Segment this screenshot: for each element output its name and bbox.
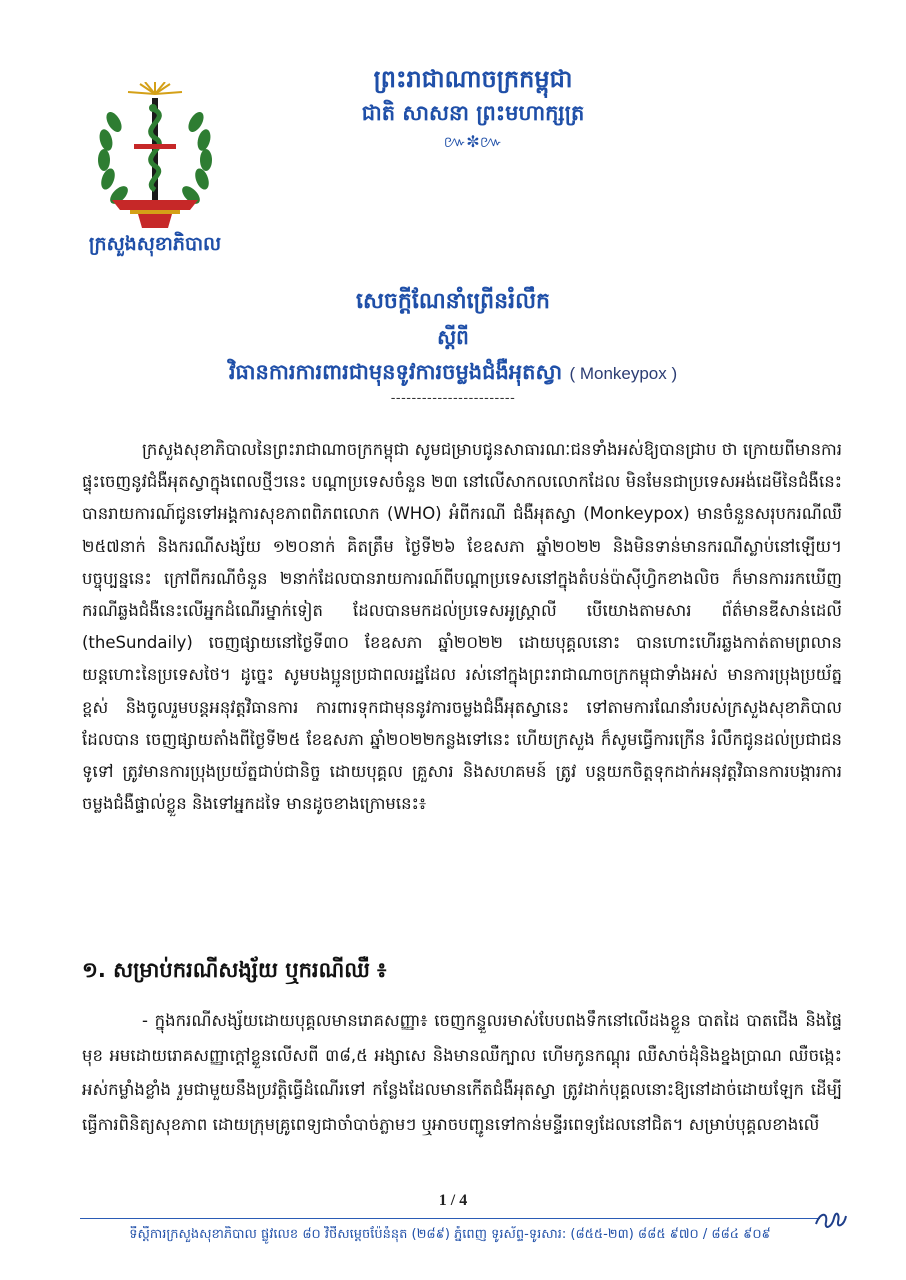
body-paragraph-1 (82, 434, 842, 820)
document-subject-latin: ( Monkeypox ) (569, 364, 678, 383)
national-motto: ជាតិ សាសនា ព្រះមហាក្សត្រ (361, 101, 585, 125)
section-heading: ១. សម្រាប់ករណីសង្ស័យ ឬករណីឈឺ ៖ (82, 958, 387, 982)
document-title-block (60, 284, 846, 406)
document-title: សេចក្តីណែនាំព្រើនរំលឹក (355, 289, 550, 314)
footer-address: ទីស្តីការក្រសួងសុខាភិបាល ផ្លូវលេខ ៨០ វិថីសម្តេចប៉ែនំនុត (២៨៩) ភ្នំពេញ ទូរស័ព្ទ-ទូរសារ: (៨៥៥-២៣) ៨៨៥ ៩៧០ / ៨៨៤ ៩០៩ (129, 1227, 771, 1242)
kingdom-header (300, 62, 646, 152)
title-separator: ------------------------ (390, 391, 516, 406)
footer-divider (80, 1218, 820, 1219)
paragraph-text: ក្រសួងសុខាភិបាលនៃព្រះរាជាណាចក្រកម្ពុជា សូមជម្រាបជូនសាធារណៈជនទាំងអស់ឱ្យបានជ្រាប ថា ក្រោយពីមានការផ្ទុះចេញនូវជំងឺអុតស្វាក្នុងពេលថ្មីៗនេះ បណ្តាប្រទេសចំនួន ២៣ នៅលើសាកលលោកដែល មិនមែនជាប្រទេសអង់ដេមីនៃជំងឺនេះ បានរាយការណ៍ជូនទៅអង្គការសុខភាពពិភពលោក (WHO) អំពីករណី ជំងឺអុតស្វា (Monkeypox) មានចំនួនសរុបករណីឈឺ ២៥៧នាក់ និងករណីសង្ស័យ ១២០នាក់ គិតត្រឹម ថ្ងៃទី២៦ ខែឧសភា ឆ្នាំ២០២២ និងមិនទាន់មានករណីស្លាប់នៅឡើយ។ បច្ចុប្បន្ននេះ ក្រៅពីករណីចំនួន ២នាក់ដែលបានរាយការណ៍ពីបណ្តាប្រទេសនៅក្នុងតំបន់ប៉ាស៊ីហ្វិកខាងលិច ក៏មានការរកឃើញ ករណីឆ្លងជំងឺនេះលើអ្នកដំណើរម្នាក់ទៀត ដែលបានមកដល់ប្រទេសអូស្ត្រាលី បើយោងតាមសារ ព័ត៌មានឌីសាន់ដេលី (theSundaily) ចេញផ្សាយនៅថ្ងៃទី៣០ ខែឧសភា ឆ្នាំ២០២២ ដោយបុគ្គលនោះ បានហោះហើរឆ្លងកាត់តាមព្រលានយន្តហោះនៃប្រទេសថៃ។ ដូច្នេះ សូមបងប្អូនប្រជាពលរដ្ឋដែល រស់នៅក្នុងព្រះរាជាណាចក្រកម្ពុជាទាំងអស់ មានការប្រុងប្រយ័ត្នខ្ពស់ និងចូលរួមបន្តអនុវត្តវិធានការ ការពារទុកជាមុននូវការចម្លងជំងឺអុតស្វានេះ ទៅតាមការណែនាំរបស់ក្រសួងសុខាភិបាល ដែលបាន ចេញផ្សាយតាំងពីថ្ងៃទី២៥ ខែឧសភា ឆ្នាំ២០២២កន្លងទៅនេះ ហើយក្រសួង ក៏សូមធ្វើការក្រើន រំលឹកជូនដល់ប្រជាជនទូទៅ ត្រូវមានការប្រុងប្រយ័ត្នជាប់ជានិច្ច ដោយបុគ្គល គ្រួសារ និងសហគមន៍ ត្រូវ បន្តយកចិត្តទុកដាក់អនុវត្តវិធានការបង្ការការចម្លងជំងឺផ្ទាល់ខ្លួន និងទៅអ្នកដទៃ មានដូចខាងក្រោមនេះ៖ (82, 440, 842, 814)
kingdom-title: ព្រះរាជាណាចក្រកម្ពុជា (373, 65, 573, 93)
paragraph-text: - ក្នុងករណីសង្ស័យដោយបុគ្គលមានរោគសញ្ញា៖ ចេញកន្ទួលរមាស់បែបពងទឹកនៅលើដងខ្លួន បាតដៃ បាតជើង និងផ្ទៃមុខ អមដោយរោគសញ្ញាក្តៅខ្លួនលើសពី ៣៨,៥ អង្សាសេ និងមានឈឺក្បាល ហើមកូនកណ្តុរ ឈឺសាច់ដុំនិងខ្នងប្រាណ ឈឺចង្កេះ អស់កម្លាំងខ្លាំង រួមជាមួយនឹងប្រវត្តិធ្វើដំណើរទៅ កន្លែងដែលមានកើតជំងឺអុតស្វា ត្រូវដាក់បុគ្គលនោះឱ្យនៅដាច់ដោយឡែក ដើម្បីធ្វើការពិនិត្យសុខភាព ដោយក្រុមគ្រូពេទ្យជាចាំបាច់ភ្លាមៗ ឬអាចបញ្ជូនទៅកាន់មន្ទីរពេទ្យដែលនៅជិត។ សម្រាប់បុគ្គលខាងលើ (82, 1011, 842, 1134)
page-number: 1 / 4 (438, 1192, 468, 1209)
ministry-name: ក្រសួងសុខាភិបាល (88, 233, 222, 255)
ministry-of-health-emblem-icon (90, 82, 220, 232)
ministry-logo-block (70, 82, 240, 260)
document-subject (60, 354, 846, 392)
initial-signature-icon (812, 1204, 850, 1234)
header-ornament: ៚✼៚ (443, 132, 503, 151)
body-paragraph-2 (82, 1004, 842, 1142)
document-subject-khmer: វិធានការការពារជាមុនទូវការចម្លងជំងឺអុតស្វា (228, 360, 563, 384)
document-title-about: ស្តីពី (437, 325, 469, 349)
